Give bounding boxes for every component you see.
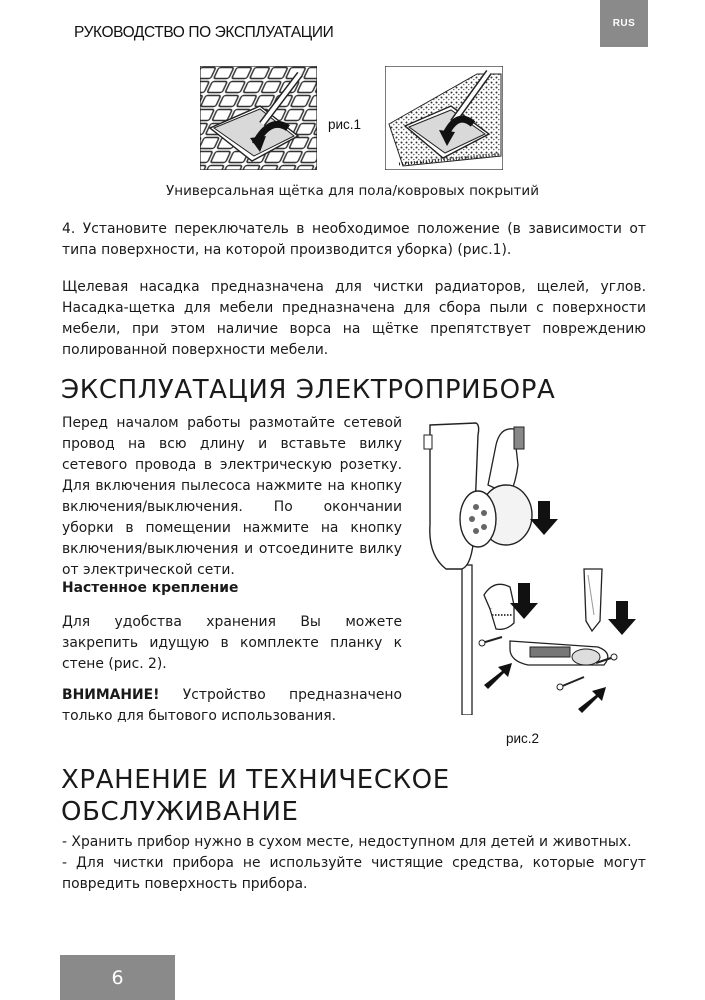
figure-1-label: рис.1 <box>328 117 362 132</box>
storage-item-1: - Хранить прибор нужно в сухом месте, недоступном для детей и животных. <box>62 834 632 850</box>
wall-mount-subheading: Настенное крепление <box>62 580 239 596</box>
section-title-storage-line1: ХРАНЕНИЕ И ТЕХНИЧЕСКОЕ <box>61 765 450 795</box>
instruction-step-4: 4. Установите переключатель в необходимое положение (в зависимости от типа поверхности, на которой производится уборка) (рис.1). <box>62 221 646 258</box>
floor-brush-carpet-illustration <box>385 66 503 170</box>
section-title-storage <box>61 764 450 828</box>
vacuum-wall-mount-illustration <box>418 415 648 715</box>
operation-paragraph: Перед началом работы размотайте сетевой провод на всю длину и вставьте вилку сетевого провода в электрическую розетку. Для включения пылесоса нажмите на кнопку включения/выключения. По окончании уборки в помещении нажмите на кнопку включения/выключения и отсоедините вилку от электрической сети. <box>62 415 402 578</box>
warning-text: Устройство предназначено только для бытового использования. <box>62 687 402 724</box>
storage-item-2: - Для чистки прибора не используйте чистящие средства, которые могут повредить поверхность прибора. <box>62 855 646 892</box>
page-number: 6 <box>60 955 175 1000</box>
section-title-operation: ЭКСПЛУАТАЦИЯ ЭЛЕКТРОПРИБОРА <box>61 375 556 405</box>
figure-2-label: рис.2 <box>506 731 540 746</box>
floor-brush-hard-floor-illustration <box>200 66 317 170</box>
section-title-storage-line2: ОБСЛУЖИВАНИЕ <box>61 797 299 827</box>
warning-label: ВНИМАНИЕ! <box>62 687 160 703</box>
warning-paragraph <box>62 685 402 727</box>
attachments-description: Щелевая насадка предназначена для чистки радиаторов, щелей, углов. Насадка-щетка для мебели предназначена для сбора пыли с поверхности мебели, при этом наличие ворса на щётке препятствует повреждению полированной поверхности мебели. <box>62 279 646 358</box>
figure-1-caption: Универсальная щётка для пола/ковровых покрытий <box>166 183 539 199</box>
language-tab: RUS <box>600 0 648 47</box>
header-title: РУКОВОДСТВО ПО ЭКСПЛУАТАЦИИ <box>74 24 334 41</box>
wall-mount-paragraph: Для удобства хранения Вы можете закрепить идущую в комплекте планку к стене (рис. 2). <box>62 614 402 672</box>
